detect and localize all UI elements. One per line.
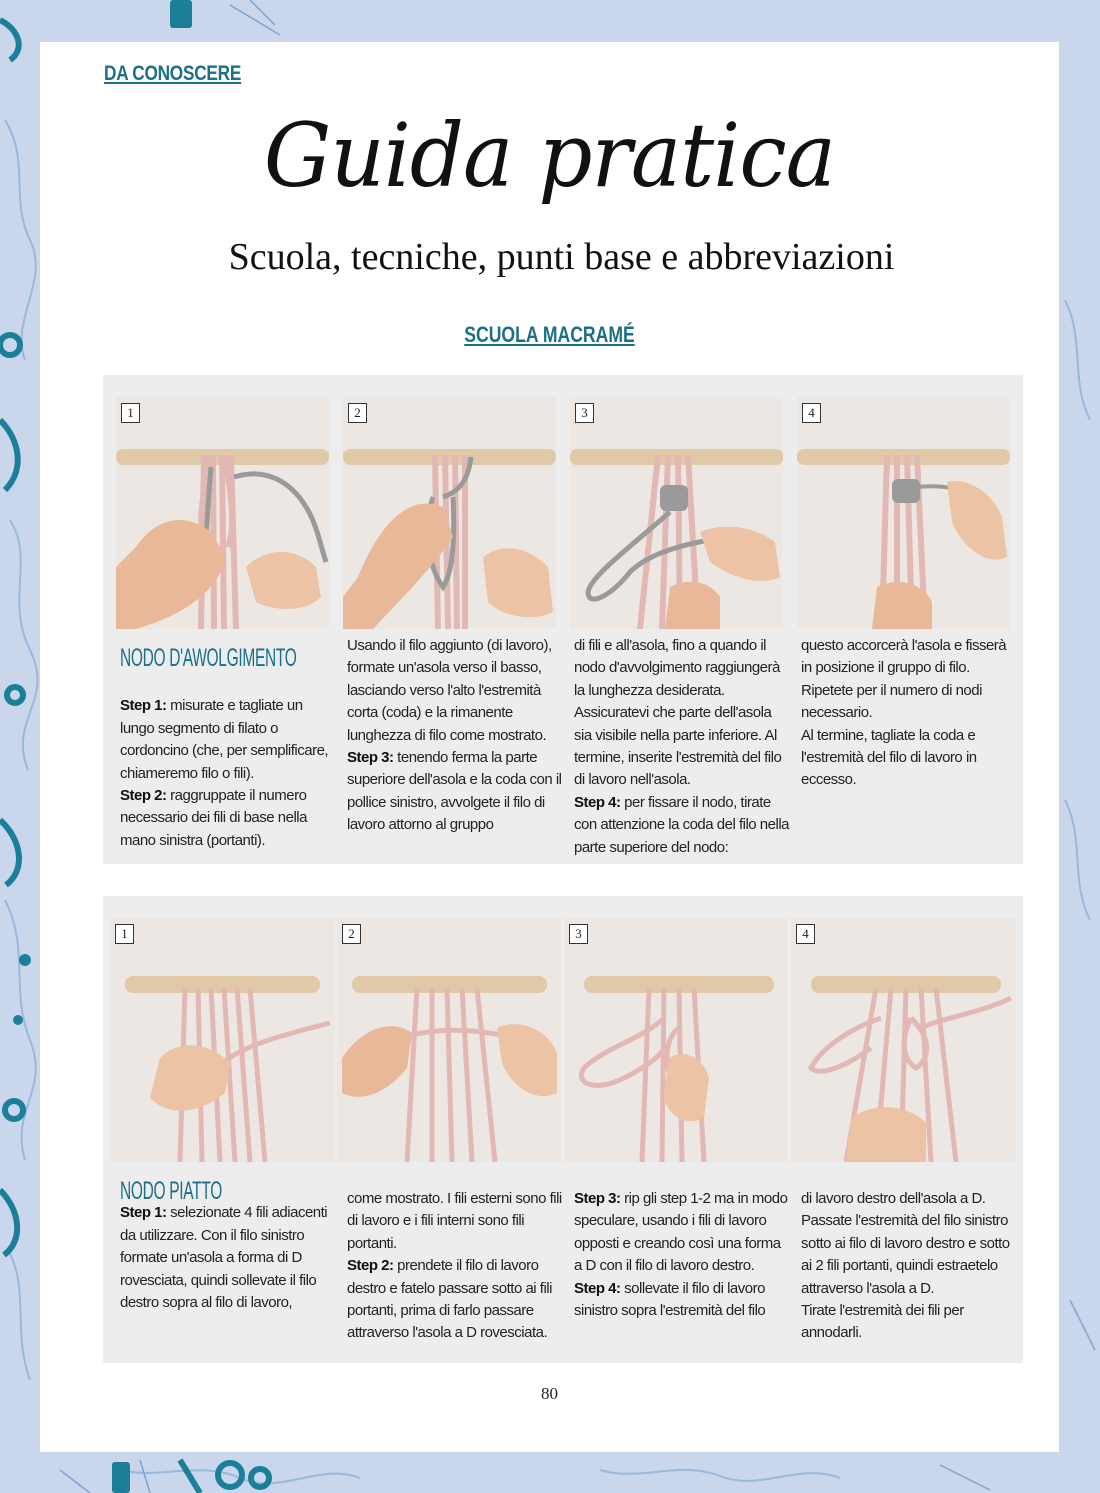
step-photo-4 — [797, 397, 1010, 629]
paragraph: Al termine, tagliate la coda e l'estremità del filo di lavoro in eccesso. — [801, 726, 977, 789]
panel-square-knot — [103, 896, 1023, 1363]
knot-name: NODO PIATTO — [120, 1177, 222, 1205]
square-knot-step-4-illustration — [791, 918, 1016, 1162]
paragraph: questo accorcerà l'asola e fisserà in posizione il gruppo di filo. Ripetete per il numero di nodi necessario. — [801, 637, 1007, 722]
paragraph: Step 4: sollevate il filo di lavoro sinistro sopra l'estremità del filo — [574, 1279, 766, 1320]
paragraph: Usando il filo aggiunto (di lavoro), formate un'asola verso il basso, lasciando verso l'alto l'estremità corta (coda) e la rimanente lunghezza di filo come mostrato. — [347, 637, 552, 744]
section-kicker: DA CONOSCERE — [104, 62, 242, 85]
paragraph: come mostrato. I fili esterni sono fili di lavoro e i fili interni sono fili portanti. — [347, 1190, 562, 1252]
text-column-4 — [801, 1188, 1016, 1345]
step-number: 3 — [569, 924, 588, 944]
square-knot-step-2-illustration — [337, 918, 561, 1162]
step-number: 4 — [796, 924, 815, 944]
step-photo-1 — [116, 397, 329, 629]
text-column-1 — [120, 1177, 335, 1314]
paragraph: Step 3: tenendo ferma la parte superiore dell'asola e la coda con il pollice sinistro, avvolgete il filo di lavoro attorno al gruppo — [347, 749, 562, 834]
page-number: 80 — [541, 1384, 558, 1403]
step-photo-2 — [337, 918, 561, 1162]
step-photo-1 — [110, 918, 335, 1162]
paragraph: Step 1: selezionate 4 fili adiacenti da utilizzare. Con il filo sinistro formate un'asola a forma di D rovesciata, quindi sollevate il filo destro sopra al filo di lavoro, — [120, 1204, 328, 1312]
text-column-4 — [801, 635, 1016, 792]
square-knot-step-1-illustration — [110, 918, 335, 1162]
step-photo-4 — [791, 918, 1016, 1162]
paragraph: Tirate l'estremità dei fili per annodarli. — [801, 1302, 964, 1342]
step-number: 2 — [348, 403, 367, 423]
step-number: 2 — [342, 924, 361, 944]
paragraph: Step 3: rip gli step 1-2 ma in modo speculare, usando i fili di lavoro opposti e creando così una forma a D con il filo di lavoro destro. — [574, 1190, 788, 1275]
text-column-3 — [574, 1188, 789, 1322]
text-column-2 — [347, 1188, 562, 1345]
step-number: 1 — [115, 924, 134, 944]
step-number: 3 — [575, 403, 594, 423]
step-photo-3 — [570, 397, 783, 629]
section-title: SCUOLA MACRAMÉ — [464, 322, 635, 347]
text-column-3 — [574, 635, 789, 859]
panel-wrapping-knot — [103, 375, 1023, 864]
step-number: 1 — [121, 403, 140, 423]
paragraph: Step 2: prendete il filo di lavoro destro e fatelo passare sotto ai fili portanti, prima di farlo passare attraverso l'asola a D rovesciata. — [347, 1257, 552, 1342]
paragraph: Step 1: misurate e tagliate un lungo segmento di filato o cordoncino (che, per semplificare, chiameremo filo o fili). — [120, 697, 329, 782]
paragraph: Step 2: raggruppate il numero necessario dei fili di base nella mano sinistra (portanti). — [120, 787, 307, 849]
knot-name: NODO D'AWOLGIMENTO — [120, 644, 297, 672]
paragraph: Step 4: per fissare il nodo, tirate con attenzione la coda del filo nella parte superiore del nodo: — [574, 793, 789, 856]
square-knot-step-3-illustration — [564, 918, 788, 1162]
paragraph: di fili e all'asola, fino a quando il nodo d'avvolgimento raggiungerà la lunghezza desiderata. Assicuratevi che parte dell'asola sia visibile nella parte inferiore. Al termine, inserite l'estremità del filo di lavoro nell'asola. — [574, 637, 782, 789]
magazine-page — [40, 42, 1059, 1452]
text-column-1 — [120, 644, 335, 852]
paragraph: di lavoro destro dell'asola a D. Passate l'estremità del filo sinistro sotto ai filo di lavoro destro e sotto ai 2 fili portanti, quindi estraetelo attraverso l'asola a D. — [801, 1190, 1010, 1297]
wrapping-knot-step-3-illustration — [570, 397, 783, 629]
page-title: Guida pratica — [263, 104, 836, 207]
page-subtitle: Scuola, tecniche, punti base e abbreviazioni — [228, 236, 895, 278]
step-photo-2 — [343, 397, 556, 629]
step-number: 4 — [802, 403, 821, 423]
wrapping-knot-step-4-illustration — [797, 397, 1010, 629]
wrapping-knot-step-1-illustration — [116, 397, 329, 629]
text-column-2 — [347, 635, 562, 837]
wrapping-knot-step-2-illustration — [343, 397, 556, 629]
step-photo-3 — [564, 918, 788, 1162]
